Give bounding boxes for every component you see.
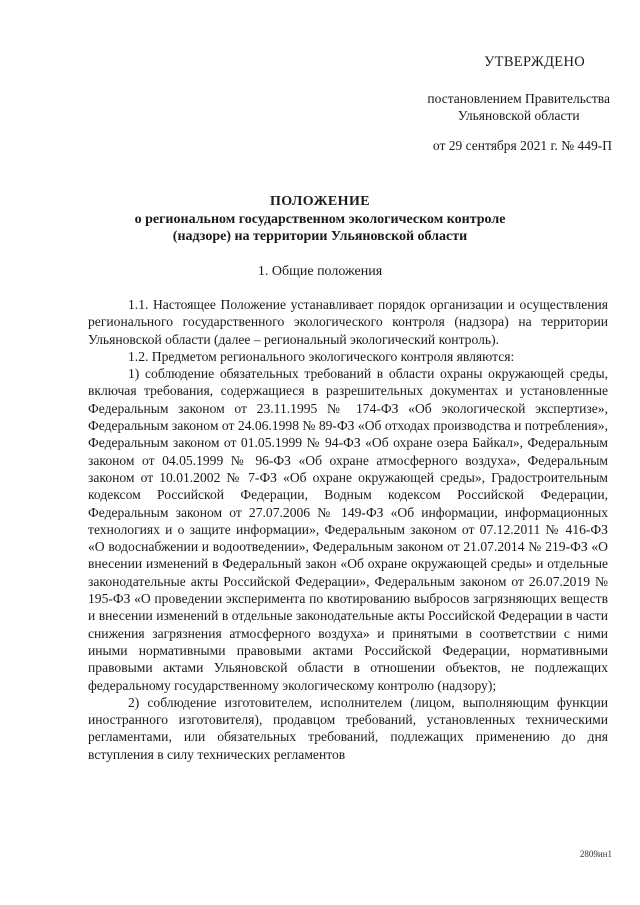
approval-date: от 29 сентября 2021 г. № 449-П <box>432 138 612 153</box>
document-title: ПОЛОЖЕНИЕ <box>270 194 370 209</box>
footer-document-code: 2809ин1 <box>579 849 612 859</box>
section-heading: 1. Общие положения <box>257 264 383 279</box>
paragraph-item-2: 2) соблюдение изготовителем, исполнителем (лицом, выполняющим функции иностранного изготовителя), продавцом требований, установленных техническими регламентами, или обязательных требований, подлежащих применению до дня вступления в силу технических регламентов <box>88 694 608 762</box>
document-title-block <box>0 193 640 246</box>
approval-authority <box>427 90 610 124</box>
document-subtitle-line2: (надзоре) на территории Ульяновской области <box>172 229 468 244</box>
document-subtitle-line1: о региональном государственном экологическом контроле <box>134 211 506 227</box>
approval-authority-line2: Ульяновской области <box>457 108 580 123</box>
paragraph-1-1: 1.1. Настоящее Положение устанавливает порядок организации и осуществления регионального государственного экологического контроля (надзора) на территории Ульяновской области (далее – региональный экологический контроль). <box>88 297 608 347</box>
document-body <box>88 296 608 763</box>
approval-authority-line1: постановлением Правительства <box>427 91 610 106</box>
paragraph-1-2: 1.2. Предметом регионального экологического контроля являются: <box>128 348 515 364</box>
paragraph-item-1: 1) соблюдение обязательных требований в области охраны окружающей среды, включая требования, содержащиеся в разрешительных документах и установленные Федеральным законом от 23.11.1995 № 174-ФЗ «Об экологической экспертизе», Федеральным законом от 24.06.1998 № 89-ФЗ «Об отходах производства и потребления», Федеральным законом от 01.05.1999 № 94-ФЗ «Об охране озера Байкал», Федеральным законом от 04.05.1999 № 96-ФЗ «Об охране атмосферного воздуха», Федеральным законом от 10.01.2002 № 7-ФЗ «Об охране окружающей среды», Градостроительным кодексом Российской Федерации, Водным кодексом Российской Федерации, Федеральным законом от 27.07.2006 № 149-ФЗ «Об информации, информационных технологиях и о защите информации», Федеральным законом от 07.12.2011 № 416-ФЗ «О водоснабжении и водоотведении», Федеральным законом от 21.07.2014 № 219-ФЗ «О внесении изменений в Федеральный закон «Об охране окружающей среды» и отдельные законодательные акты Российской Федерации», Федеральным законом от 26.07.2019 № 195-ФЗ «О проведении эксперимента по квотированию выбросов загрязняющих веществ и внесении изменений в отдельные законодательные акты Российской Федерации в части снижения загрязнения атмосферного воздуха» и принятыми в соответствии с ними иными нормативными правовыми актами Российской Федерации, нормативными правовыми актами Ульяновской области в отношении объектов, не подлежащих федеральному государственному экологическому контролю (надзору); <box>88 366 608 693</box>
approval-title: УТВЕРЖДЕНО <box>484 54 585 70</box>
